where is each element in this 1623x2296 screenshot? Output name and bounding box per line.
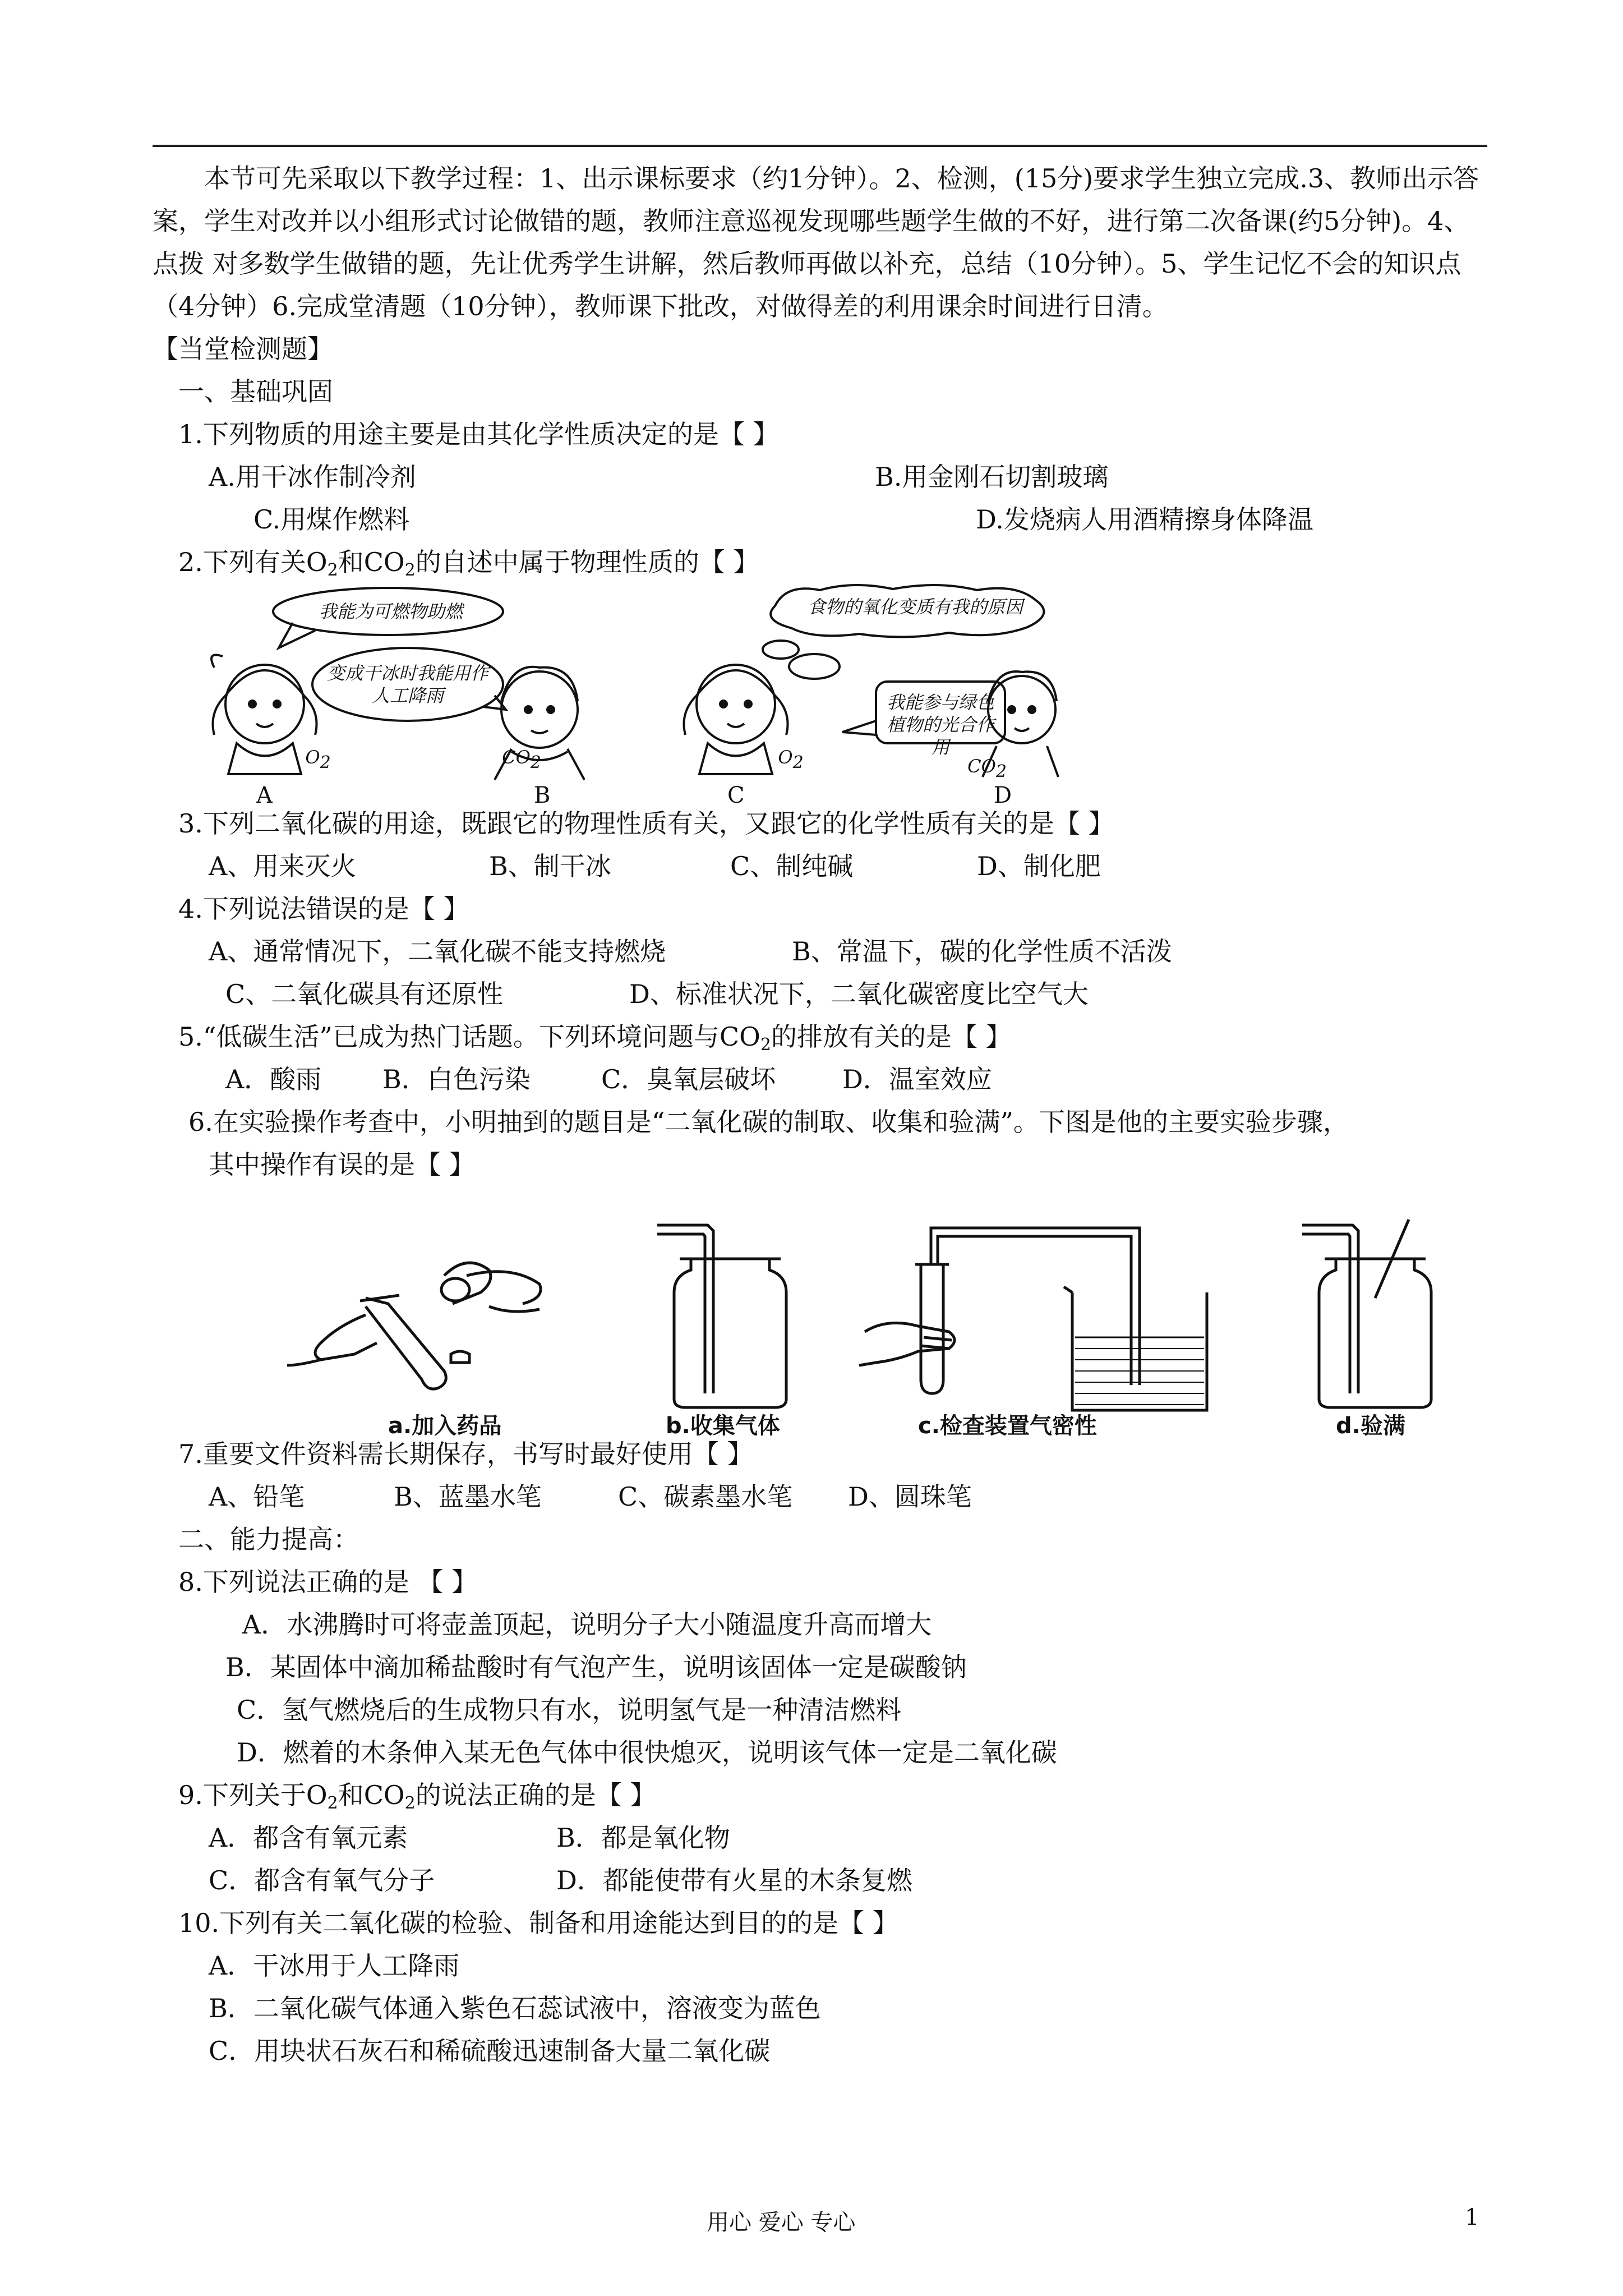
q4-option-c: C、二氧化碳具有还原性 <box>225 979 504 1009</box>
apparatus-d-drawing <box>1302 1220 1431 1407</box>
intro-paragraph: 本节可先采取以下教学过程：1、出示课标要求（约1分钟）。2、检测，(15分)要求学生独立完成.3、教师出示答案，学生对改并以小组形式讨论做错的题，教师注意巡视发现哪些题学生做的不好，进行第二次备课(约5分钟)。4、点拨 对多数学生做错的题，先让优秀学生讲解，然后教师再做以补充，总结（10分钟）。5、学生记忆不会的知识点（4分钟）6.完成堂清题（10分钟），教师课下批改，对做得差的利用课余时间进行日清。 <box>153 163 1479 321</box>
q4-options-row1 <box>153 930 1487 973</box>
q8-option-a: A．水沸腾时可将壶盖顶起，说明分子大小随温度升高而增大 <box>242 1609 932 1640</box>
q4-stem: 4.下列说法错误的是【 】 <box>178 894 469 924</box>
q1-options-row2 <box>153 498 1487 541</box>
q6-apparatus-svg <box>153 1186 1487 1433</box>
q6-stem-line2: 其中操作有误的是【 】 <box>209 1149 475 1180</box>
q9-option-d: D．都能使带有火星的木条复燃 <box>556 1865 912 1895</box>
q10-option-c: C．用块状石灰石和稀硫酸迅速制备大量二氧化碳 <box>209 2036 771 2066</box>
q8-stem: 8.下列说法正确的是 【 】 <box>178 1567 478 1597</box>
q9-options-row2 <box>153 1859 1487 1902</box>
q7-option-d: D、圆珠笔 <box>848 1481 972 1512</box>
q6-caption-a: a.加入药品 <box>388 1413 502 1439</box>
q3-stem: 3.下列二氧化碳的用途，既跟它的物理性质有关，又跟它的化学性质有关的是【 】 <box>178 808 1114 839</box>
q5-option-d: D．温室效应 <box>842 1064 992 1094</box>
q6-caption-d: d.验满 <box>1336 1413 1405 1439</box>
header-rule <box>153 145 1487 147</box>
q1-options-row1 <box>153 455 1487 498</box>
page-number: 1 <box>1465 2205 1479 2230</box>
q4-options-row2 <box>153 973 1487 1015</box>
girl-c-drawing <box>684 665 788 774</box>
q6-caption-c: c.检查装置气密性 <box>918 1413 1097 1439</box>
q6-stem-line1: 6.在实验操作考查中，小明抽到的题目是“二氧化碳的制取、收集和验满”。下图是他的主要实验步骤， <box>188 1107 1349 1137</box>
q9-option-a: A．都含有氧元素 <box>209 1823 408 1853</box>
part2-heading: 二、能力提高： <box>178 1524 359 1554</box>
q9-option-c: C．都含有氧气分子 <box>209 1865 435 1895</box>
q2-stem: 2.下列有关$O_2$和$CO_2$的自述中属于物理性质的【 】 <box>178 547 759 580</box>
q4-option-d: D、标准状况下，二氧化碳密度比空气大 <box>629 979 1089 1009</box>
q2-label-b: B <box>534 783 551 808</box>
q8-option-b: B．某固体中滴加稀盐酸时有气泡产生，说明该固体一定是碳酸钠 <box>225 1652 967 1682</box>
q3-options <box>153 845 1487 887</box>
q7-option-b: B、蓝墨水笔 <box>394 1481 542 1512</box>
bubble-d-text: 我能参与绿色植物的光合作用 <box>886 692 994 758</box>
q8-option-c: C．氢气燃烧后的生成物只有水，说明氢气是一种清洁燃料 <box>237 1695 902 1725</box>
q2-label-a: A <box>256 783 273 808</box>
q9-options-row1 <box>153 1816 1487 1859</box>
q4-option-b: B、常温下，碳的化学性质不活泼 <box>792 936 1172 967</box>
q5-option-b: B．白色污染 <box>382 1064 531 1094</box>
q8-option-d: D．燃着的木条伸入某无色气体中很快熄灭，说明该气体一定是二氧化碳 <box>237 1737 1057 1768</box>
q6-apparatus-figure <box>153 1186 1487 1439</box>
q2-label-d: D <box>994 783 1012 808</box>
q5-option-c: C．臭氧层破坏 <box>601 1064 776 1094</box>
q3-option-c: C、制纯碱 <box>730 851 854 881</box>
q1-option-b: B.用金刚石切割玻璃 <box>875 462 1109 492</box>
part1-heading: 一、基础巩固 <box>178 376 333 407</box>
bubble-c-text: 食物的氧化变质有我的原因 <box>807 596 1023 618</box>
q5-stem: 5.“低碳生活”已成为热门话题。下列环境问题与$CO_2$的排放有关的是【 】 <box>178 1022 1012 1055</box>
tag-o2-c: $O_2$ <box>778 747 804 772</box>
q6-caption-b: b.收集气体 <box>666 1413 780 1439</box>
q10-option-b: B．二氧化碳气体通入紫色石蕊试液中，溶液变为蓝色 <box>209 1993 821 2023</box>
q5-option-a: A．酸雨 <box>225 1064 322 1094</box>
q4-option-a: A、通常情况下，二氧化碳不能支持燃烧 <box>209 936 666 967</box>
q2-cartoon-figure <box>153 583 1487 808</box>
apparatus-c-drawing <box>859 1228 1207 1410</box>
bubble-a-text: 我能为可燃物助燃 <box>319 601 463 622</box>
q5-options <box>153 1058 1487 1101</box>
tag-co2-d: $CO_2$ <box>967 756 1007 781</box>
q10-stem: 10.下列有关二氧化碳的检验、制备和用途能达到目的的是【 】 <box>178 1908 898 1938</box>
tag-o2-a: $O_2$ <box>305 747 331 772</box>
q3-option-a: A、用来灭火 <box>209 851 357 881</box>
tag-co2-b: $CO_2$ <box>502 747 541 772</box>
q7-option-a: A、铅笔 <box>209 1481 305 1512</box>
q2-label-c: C <box>727 783 745 808</box>
footer-motto: 用心 爱心 专心 <box>707 2210 856 2235</box>
q7-stem: 7.重要文件资料需长期保存，书写时最好使用【 】 <box>178 1439 753 1469</box>
q1-option-d: D.发烧病人用酒精擦身体降温 <box>976 504 1313 535</box>
worksheet-body <box>153 157 1487 2072</box>
apparatus-b-drawing <box>657 1225 786 1407</box>
q1-stem: 1.下列物质的用途主要是由其化学性质决定的是【 】 <box>178 419 779 449</box>
apparatus-a-drawing <box>287 1263 541 1389</box>
q9-option-b: B．都是氧化物 <box>556 1823 730 1853</box>
q10-option-a: A．干冰用于人工降雨 <box>209 1950 460 1981</box>
q7-option-c: C、碳素墨水笔 <box>618 1481 793 1512</box>
section-title: 【当堂检测题】 <box>153 334 333 364</box>
q1-option-a: A.用干冰作制冷剂 <box>209 462 416 492</box>
q3-option-b: B、制干冰 <box>489 851 611 881</box>
q3-option-d: D、制化肥 <box>977 851 1101 881</box>
q1-option-c: C.用煤作燃料 <box>253 504 410 535</box>
bubble-b-text: 变成干冰时我能用作人工降雨 <box>326 662 488 706</box>
q7-options <box>153 1475 1487 1518</box>
q9-stem: 9.下列关于$O_2$和$CO_2$的说法正确的是【 】 <box>178 1780 656 1813</box>
